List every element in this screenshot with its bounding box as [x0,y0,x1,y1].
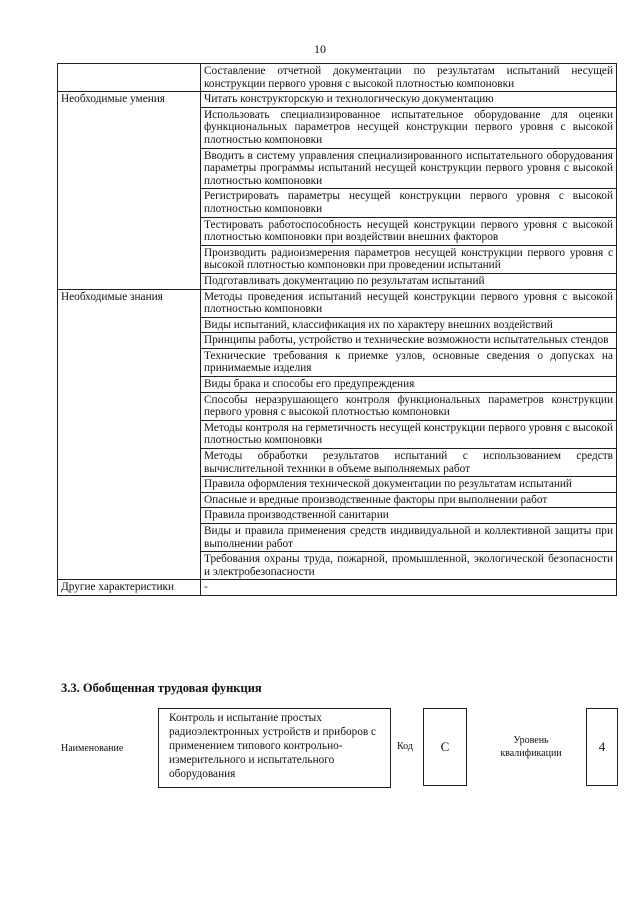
row-item: Регистрировать параметры несущей конструкции первого уровня с высокой плотностью компоновки [201,189,617,217]
row-item: Использовать специализированное испытательное оборудование для оценки функциональных параметров несущей конструкции первого уровня с высокой плотностью компоновки [201,107,617,148]
level-value: 4 [598,739,606,754]
competency-table [57,63,617,596]
code-value-box [423,708,467,786]
row-item: Методы обработки результатов испытаний с использованием средств вычислительной техники в объеме выполняемых работ [201,449,617,477]
table-row [58,289,617,317]
table-row [58,64,617,92]
table-row [58,580,617,596]
level-value-box [586,708,618,786]
code-value: С [440,739,450,754]
row-item: Составление отчетной документации по результатам испытаний несущей конструкции первого уровня с высокой плотностью компоновки [201,64,617,92]
row-item: Вводить в систему управления специализированного испытательного оборудования параметры программы испытаний несущей конструкции первого уровня с высокой плотностью компоновки [201,148,617,189]
row-item: - [201,580,617,596]
row-category: Необходимые знания [58,289,201,580]
name-value-box [158,708,391,788]
row-item: Принципы работы, устройство и технические возможности испытательных стендов [201,333,617,349]
row-item: Производить радиоизмерения параметров несущей конструкции первого уровня с высокой плотностью компоновки при проведении испытаний [201,245,617,273]
section-title: 3.3. Обобщенная трудовая функция [61,681,262,695]
row-category: Необходимые умения [58,92,201,289]
row-item: Виды и правила применения средств индивидуальной и коллективной защиты при выполнении работ [201,524,617,552]
row-item: Методы контроля на герметичность несущей конструкции первого уровня с высокой плотностью компоновки [201,420,617,448]
level-label: Уровень квалификации [500,735,562,759]
row-item: Тестировать работоспособность несущей конструкции первого уровня с высокой плотностью компоновки при воздействии внешних факторов [201,217,617,245]
row-item: Виды брака и способы его предупреждения [201,377,617,393]
row-item: Читать конструкторскую и технологическую документацию [201,92,617,108]
row-item: Методы проведения испытаний несущей конструкции первого уровня с высокой плотностью компоновки [201,289,617,317]
row-item: Правила оформления технической документации по результатам испытаний [201,477,617,493]
row-item: Правила производственной санитарии [201,508,617,524]
row-item: Требования охраны труда, пожарной, промышленной, экологической безопасности и электробезопасности [201,552,617,580]
name-label: Наименование [61,743,124,754]
row-item: Виды испытаний, классификация их по характеру внешних воздействий [201,317,617,333]
table-row [58,92,617,108]
row-item: Технические требования к приемке узлов, основные сведения о допусках на принимаемые изделия [201,348,617,376]
row-item: Подготавливать документацию по результатам испытаний [201,273,617,289]
row-category [58,64,201,92]
page-number: 10 [314,42,326,56]
row-item: Способы неразрушающего контроля функциональных параметров конструкции первого уровня с высокой плотностью компоновки [201,392,617,420]
row-item: Опасные и вредные производственные факторы при выполнении работ [201,492,617,508]
name-value: Контроль и испытание простых радиоэлектронных устройств и приборов с применением типового контрольно-измерительного и испытательного оборудования [169,712,377,780]
code-label: Код [397,741,413,752]
row-category: Другие характеристики [58,580,201,596]
